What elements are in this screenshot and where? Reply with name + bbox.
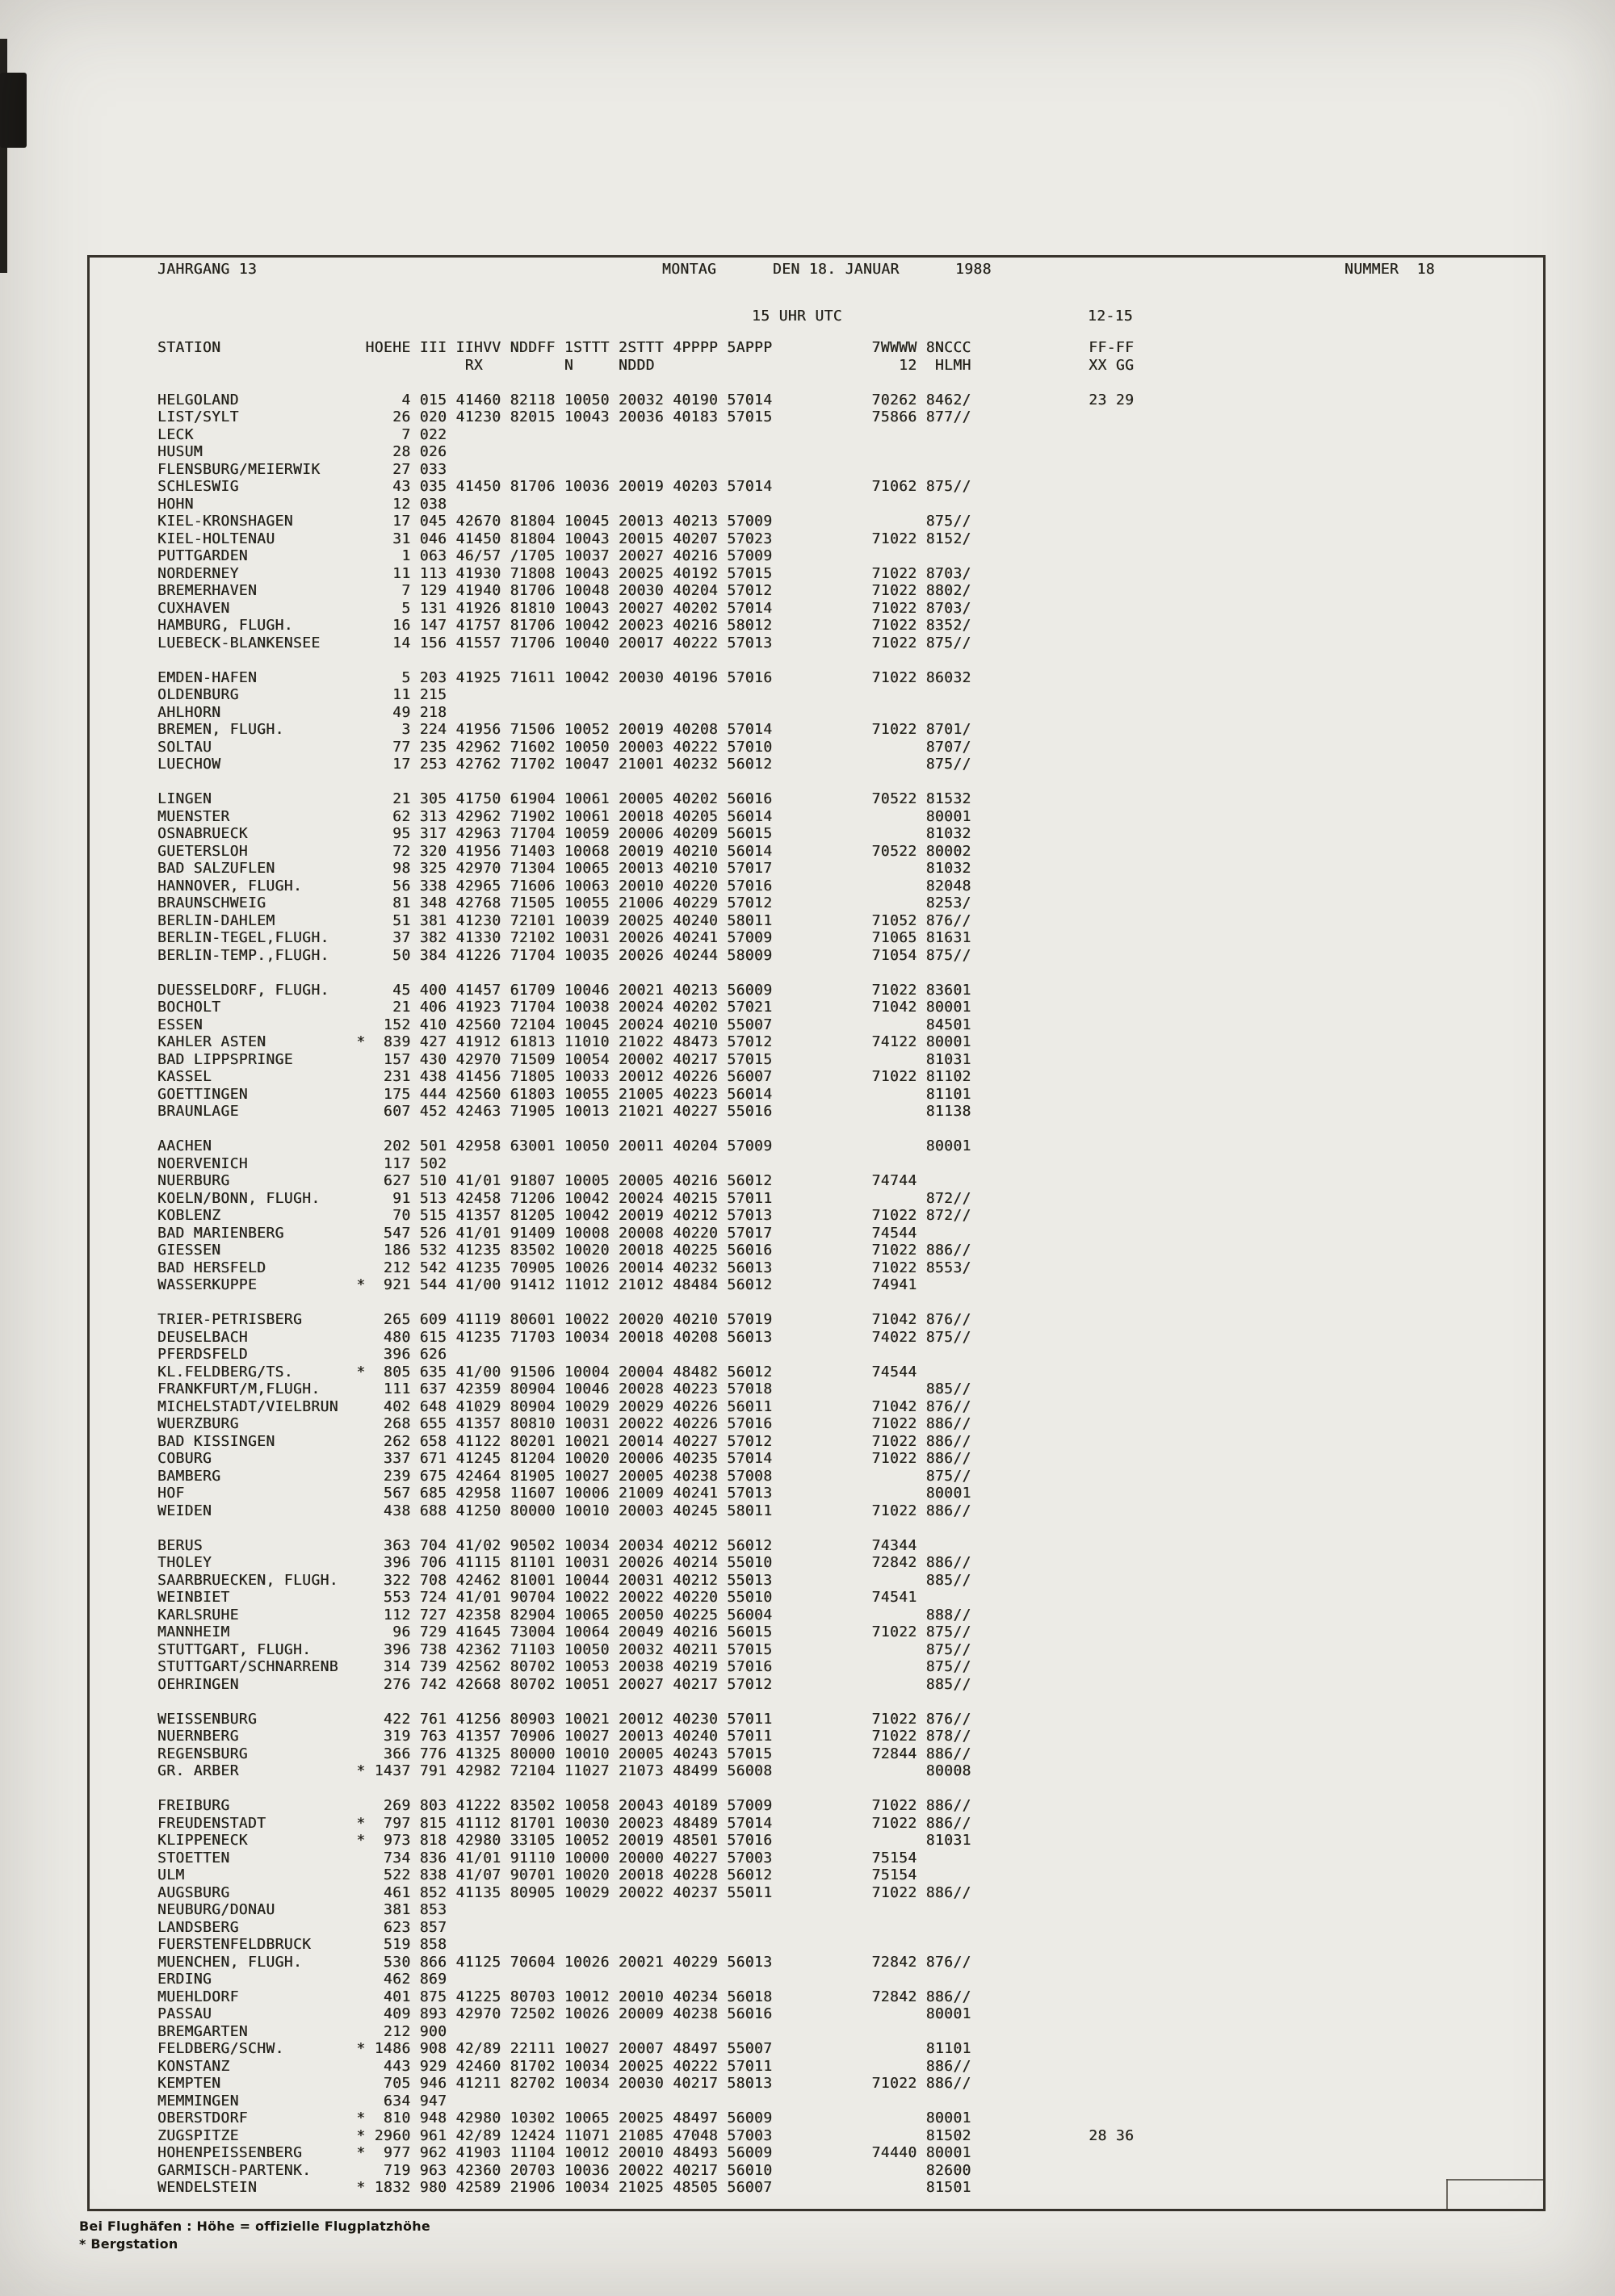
column-header-row: RX N NDDD 12 HLMH XX GG <box>157 356 1135 374</box>
table-row: LUEBECK-BLANKENSEE 14 156 41557 71706 10040 20017 40222 57013 71022 875// <box>157 634 1135 652</box>
table-row: WEINBIET 553 724 41/01 90704 10022 20022 40220 55010 74541 <box>157 1589 1135 1606</box>
table-row: MEMMINGEN 634 947 <box>157 2092 1135 2110</box>
table-row: GIESSEN 186 532 41235 83502 10020 20018 40225 56016 71022 886// <box>157 1242 1135 1259</box>
time-line <box>0 308 1615 325</box>
table-row: ESSEN 152 410 42560 72104 10045 20024 40210 55007 84501 <box>157 1016 1135 1033</box>
table-row: LINGEN 21 305 41750 61904 10061 20005 40202 56016 70522 81532 <box>157 790 1135 807</box>
table-row: BAD HERSFELD 212 542 41235 70905 10026 20014 40232 56013 71022 8553/ <box>157 1259 1135 1276</box>
table-row: FELDBERG/SCHW. * 1486 908 42/89 22111 10027 20007 48497 55007 81101 <box>157 2040 1135 2057</box>
table-row: OLDENBURG 11 215 <box>157 686 1135 703</box>
table-row: AUGSBURG 461 852 41135 80905 10029 20022 40237 55011 71022 886// <box>157 1883 1135 1901</box>
table-row: KEMPTEN 705 946 41211 82702 10034 20030 40217 58013 71022 886// <box>157 2075 1135 2092</box>
footer-notes <box>79 2218 430 2253</box>
table-row: MUEHLDORF 401 875 41225 80703 10012 20010 40234 56018 72842 886// <box>157 1988 1135 2005</box>
table-row: BERLIN-TEGEL,FLUGH. 37 382 41330 72102 10031 20026 40241 57009 71065 81631 <box>157 929 1135 946</box>
table-row: ULM 522 838 41/07 90701 10020 20018 40228 56012 75154 <box>157 1867 1135 1883</box>
table-row: SOLTAU 77 235 42962 71602 10050 20003 40222 57010 8707/ <box>157 738 1135 756</box>
table-row: HOHENPEISSENBERG * 977 962 41903 11104 10012 20010 48493 56009 74440 80001 <box>157 2144 1135 2161</box>
masthead-year: 1988 <box>955 261 992 278</box>
table-gap <box>157 773 1134 791</box>
table-row: BREMGARTEN 212 900 <box>157 2022 1135 2040</box>
table-row: REGENSBURG 366 776 41325 80000 10010 20005 40243 57015 72844 886// <box>157 1745 1135 1762</box>
table-row: AHLHORN 49 218 <box>157 703 1135 721</box>
table-row: OSNABRUECK 95 317 42963 71704 10059 20006 40209 56015 81032 <box>157 825 1135 842</box>
column-header-row: STATION HOEHE III IIHVV NDDFF 1STTT 2STTT 4PPPP 5APPP 7WWWW 8NCCC FF-FF <box>157 339 1135 356</box>
masthead <box>0 261 1615 279</box>
table-row: BERLIN-TEMP.,FLUGH. 50 384 41226 71704 10035 20026 40244 58009 71054 875// <box>157 946 1135 964</box>
table-row: BREMERHAVEN 7 129 41940 81706 10048 20030 40204 57012 71022 8802/ <box>157 582 1135 599</box>
table-gap <box>157 374 1134 392</box>
table-row: BREMEN, FLUGH. 3 224 41956 71506 10052 20019 40208 57014 71022 8701/ <box>157 721 1135 738</box>
table-row: MUENCHEN, FLUGH. 530 866 41125 70604 10026 20021 40229 56013 72842 876// <box>157 1953 1135 1971</box>
table-row: FRANKFURT/M,FLUGH. 111 637 42359 80904 10046 20028 40223 57018 885// <box>157 1381 1135 1397</box>
frame-top-line <box>87 255 1546 258</box>
table-row: MICHELSTADT/VIELBRUN 402 648 41029 80904 10029 20029 40226 56011 71042 876// <box>157 1397 1135 1415</box>
table-row: OBERSTDORF * 810 948 42980 10302 10065 20025 48497 56009 80001 <box>157 2110 1135 2126</box>
station-table <box>157 339 1134 2197</box>
table-row: NOERVENICH 117 502 <box>157 1154 1135 1172</box>
table-row: MUENSTER 62 313 42962 71902 10061 20018 40205 56014 80001 <box>157 807 1135 825</box>
frame-corner-artifact-horizontal <box>1446 2179 1543 2181</box>
footer-note-airports: Bei Flughäfen : Höhe = offizielle Flugplatzhöhe <box>79 2218 430 2234</box>
table-row: NORDERNEY 11 113 41930 71808 10043 20025 40192 57015 71022 8703/ <box>157 564 1135 582</box>
table-row: HUSUM 28 026 <box>157 443 1135 460</box>
table-row: DEUSELBACH 480 615 41235 71703 10034 20018 40208 56013 74022 875// <box>157 1328 1135 1346</box>
table-row: BAMBERG 239 675 42464 81905 10027 20005 40238 57008 875// <box>157 1467 1135 1485</box>
table-row: LIST/SYLT 26 020 41230 82015 10043 20036 40183 57015 75866 877// <box>157 409 1135 425</box>
table-row: WEISSENBURG 422 761 41256 80903 10021 20012 40230 57011 71022 876// <box>157 1710 1135 1728</box>
table-row: MANNHEIM 96 729 41645 73004 10064 20049 40216 56015 71022 875// <box>157 1624 1135 1640</box>
table-row: FUERSTENFELDBRUCK 519 858 <box>157 1936 1135 1953</box>
table-row: GUETERSLOH 72 320 41956 71403 10068 20019 40210 56014 70522 80002 <box>157 842 1135 860</box>
table-row: KAHLER ASTEN * 839 427 41912 61813 11010 21022 48473 57012 74122 80001 <box>157 1033 1135 1050</box>
table-row: LUECHOW 17 253 42762 71702 10047 21001 40232 56012 875// <box>157 756 1135 773</box>
table-row: HOHN 12 038 <box>157 495 1135 513</box>
table-row: STUTTGART/SCHNARRENB 314 739 42562 80702 10053 20038 40219 57016 875// <box>157 1658 1135 1675</box>
table-row: STOETTEN 734 836 41/01 91110 10000 20000 40227 57003 75154 <box>157 1849 1135 1867</box>
table-row: KL.FELDBERG/TS. * 805 635 41/00 91506 10004 20004 48482 56012 74544 <box>157 1363 1135 1381</box>
table-row: WUERZBURG 268 655 41357 80810 10031 20022 40226 57016 71022 886// <box>157 1415 1135 1432</box>
table-row: NUERBURG 627 510 41/01 91807 10005 20005 40216 56012 74744 <box>157 1172 1135 1189</box>
table-row: THOLEY 396 706 41115 81101 10031 20026 40214 55010 72842 886// <box>157 1554 1135 1571</box>
table-row: FREIBURG 269 803 41222 83502 10058 20043 40189 57009 71022 886// <box>157 1797 1135 1814</box>
table-row: SAARBRUECKEN, FLUGH. 322 708 42462 81001 10044 20031 40212 55013 885// <box>157 1571 1135 1589</box>
table-row: KIEL-HOLTENAU 31 046 41450 81804 10043 20015 40207 57023 71022 8152/ <box>157 530 1135 547</box>
table-row: KASSEL 231 438 41456 71805 10033 20012 40226 56007 71022 81102 <box>157 1068 1135 1085</box>
table-row: HAMBURG, FLUGH. 16 147 41757 81706 10042 20023 40216 58012 71022 8352/ <box>157 617 1135 634</box>
table-row: BOCHOLT 21 406 41923 71704 10038 20024 40202 57021 71042 80001 <box>157 999 1135 1016</box>
frame-corner-artifact-vertical <box>1446 2179 1448 2209</box>
table-row: BERUS 363 704 41/02 90502 10034 20034 40212 56012 74344 <box>157 1536 1135 1554</box>
table-row: BAD LIPPSPRINGE 157 430 42970 71509 10054 20002 40217 57015 81031 <box>157 1050 1135 1068</box>
table-gap <box>157 1294 1134 1312</box>
table-row: GR. ARBER * 1437 791 42982 72104 11027 21073 48499 56008 80008 <box>157 1762 1135 1779</box>
table-row: KOBLENZ 70 515 41357 81205 10042 20019 40212 57013 71022 872// <box>157 1207 1135 1224</box>
frame-left-line <box>87 255 90 2211</box>
table-row: BAD SALZUFLEN 98 325 42970 71304 10065 20013 40210 57017 81032 <box>157 860 1135 877</box>
masthead-date: DEN 18. JANUAR <box>773 261 900 278</box>
masthead-weekday: MONTAG <box>662 261 717 278</box>
table-row: COBURG 337 671 41245 81204 10020 20006 40235 57014 71022 886// <box>157 1450 1135 1467</box>
table-row: KIEL-KRONSHAGEN 17 045 42670 81804 10045 20013 40213 57009 875// <box>157 513 1135 530</box>
table-row: GARMISCH-PARTENK. 719 963 42360 20703 10036 20022 40217 56010 82600 <box>157 2161 1135 2179</box>
table-row: NEUBURG/DONAU 381 853 <box>157 1901 1135 1918</box>
table-row: BAD KISSINGEN 262 658 41122 80201 10021 20014 40227 57012 71022 886// <box>157 1432 1135 1450</box>
table-gap <box>157 1519 1134 1537</box>
table-row: LANDSBERG 623 857 <box>157 1918 1135 1936</box>
table-row: KARLSRUHE 112 727 42358 82904 10065 20050 40225 56004 888// <box>157 1606 1135 1624</box>
table-row: CUXHAVEN 5 131 41926 81810 10043 20027 40202 57014 71022 8703/ <box>157 599 1135 617</box>
table-row: ERDING 462 869 <box>157 1971 1135 1988</box>
period-label: 12-15 <box>1088 308 1133 325</box>
table-row: FLENSBURG/MEIERWIK 27 033 <box>157 460 1135 478</box>
table-row: OEHRINGEN 276 742 42668 80702 10051 20027 40217 57012 885// <box>157 1675 1135 1693</box>
scan-blob-artifact <box>0 73 27 148</box>
table-row: AACHEN 202 501 42958 63001 10050 20011 40204 57009 80001 <box>157 1138 1135 1154</box>
table-row: EMDEN-HAFEN 5 203 41925 71611 10042 20030 40196 57016 71022 86032 <box>157 668 1135 686</box>
footer-note-bergstation: * Bergstation <box>79 2236 178 2252</box>
masthead-number: NUMMER 18 <box>1344 261 1435 278</box>
masthead-volume: JAHRGANG 13 <box>157 261 258 278</box>
table-row: SCHLESWIG 43 035 41450 81706 10036 20019 40203 57014 71062 875// <box>157 478 1135 495</box>
table-gap <box>157 1780 1134 1798</box>
table-row: HANNOVER, FLUGH. 56 338 42965 71606 10063 20010 40220 57016 82048 <box>157 877 1135 895</box>
table-row: WENDELSTEIN * 1832 980 42589 21906 10034 21025 48505 56007 81501 <box>157 2179 1135 2196</box>
table-row: WEIDEN 438 688 41250 80000 10010 20003 40245 58011 71022 886// <box>157 1502 1135 1519</box>
table-gap <box>157 964 1134 982</box>
table-row: PASSAU 409 893 42970 72502 10026 20009 40238 56016 80001 <box>157 2005 1135 2022</box>
table-row: DUESSELDORF, FLUGH. 45 400 41457 61709 10046 20021 40213 56009 71022 83601 <box>157 981 1135 999</box>
table-row: HOF 567 685 42958 11607 10006 21009 40241 57013 80001 <box>157 1485 1135 1502</box>
table-row: TRIER-PETRISBERG 265 609 41119 80601 10022 20020 40210 57019 71042 876// <box>157 1311 1135 1328</box>
utc-time-label: 15 UHR UTC <box>752 308 842 325</box>
table-gap <box>157 1693 1134 1711</box>
frame-right-line <box>1543 255 1546 2211</box>
table-row: ZUGSPITZE * 2960 961 42/89 12424 11071 21085 47048 57003 81502 28 36 <box>157 2126 1135 2144</box>
table-row: HELGOLAND 4 015 41460 82118 10050 20032 40190 57014 70262 8462/ 23 29 <box>157 391 1135 409</box>
table-row: PFERDSFELD 396 626 <box>157 1346 1135 1363</box>
table-row: BAD MARIENBERG 547 526 41/01 91409 10008 20008 40220 57017 74544 <box>157 1224 1135 1242</box>
table-row: STUTTGART, FLUGH. 396 738 42362 71103 10050 20032 40211 57015 875// <box>157 1640 1135 1658</box>
table-row: GOETTINGEN 175 444 42560 61803 10055 21005 40223 56014 81101 <box>157 1085 1135 1103</box>
table-row: KLIPPENECK * 973 818 42980 33105 10052 20019 48501 57016 81031 <box>157 1832 1135 1849</box>
frame-bottom-line <box>87 2209 1546 2211</box>
table-row: BRAUNLAGE 607 452 42463 71905 10013 21021 40227 55016 81138 <box>157 1103 1135 1120</box>
table-gap <box>157 1121 1134 1138</box>
table-row: BRAUNSCHWEIG 81 348 42768 71505 10055 21006 40229 57012 8253/ <box>157 895 1135 911</box>
table-row: NUERNBERG 319 763 41357 70906 10027 20013 40240 57011 71022 878// <box>157 1728 1135 1745</box>
table-row: WASSERKUPPE * 921 544 41/00 91412 11012 21012 48484 56012 74941 <box>157 1276 1135 1293</box>
table-row: BERLIN-DAHLEM 51 381 41230 72101 10039 20025 40240 58011 71052 876// <box>157 911 1135 929</box>
table-row: KOELN/BONN, FLUGH. 91 513 42458 71206 10042 20024 40215 57011 872// <box>157 1189 1135 1207</box>
table-row: LECK 7 022 <box>157 425 1135 443</box>
table-row: KONSTANZ 443 929 42460 81702 10034 20025 40222 57011 886// <box>157 2057 1135 2075</box>
table-gap <box>157 652 1134 669</box>
table-row: PUTTGARDEN 1 063 46/57 /1705 10037 20027 40216 57009 <box>157 547 1135 564</box>
table-row: FREUDENSTADT * 797 815 41112 81701 10030 20023 48489 57014 71022 886// <box>157 1814 1135 1832</box>
